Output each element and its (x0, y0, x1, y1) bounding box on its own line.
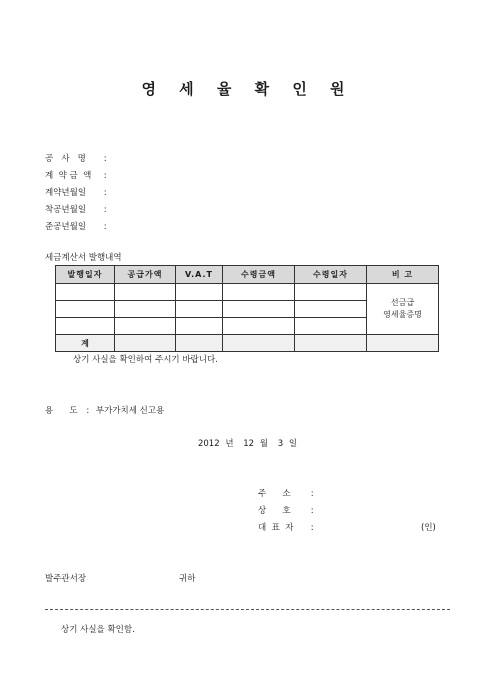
table-cell (295, 335, 367, 352)
header-remarks: 비 고 (367, 266, 439, 284)
field-label: 공 사 명 (45, 154, 86, 164)
field-label: 계 약 금 액 (45, 171, 92, 181)
table-cell (295, 284, 367, 301)
tax-invoice-table (55, 265, 439, 352)
client-name: 발주관서장 (45, 574, 87, 584)
table-cell (176, 335, 223, 352)
table-total-row (56, 335, 439, 352)
table-cell (223, 284, 295, 301)
table-cell (223, 318, 295, 335)
table-cell (115, 335, 176, 352)
field-colon: : (103, 171, 107, 181)
header-issue-date: 발행일자 (56, 266, 115, 284)
header-supply-amount: 공급가액 (115, 266, 176, 284)
party-company (258, 504, 314, 516)
usage-value: 부가가치세 신고용 (95, 406, 165, 416)
party-label: 대 표 자 (258, 523, 294, 533)
table-header-row (56, 266, 439, 284)
header-vat: V.A.T (176, 266, 223, 284)
party-colon: : (310, 506, 314, 516)
seal-mark: (인) (421, 523, 436, 533)
table-cell (295, 301, 367, 318)
party-colon: : (310, 489, 314, 499)
field-colon: : (103, 222, 107, 232)
table-cell (56, 301, 115, 318)
date-day: 3 (277, 439, 284, 449)
remarks-line: 선금급 (390, 298, 415, 307)
date-month: 12 (243, 439, 255, 449)
section-label-tax-invoice: 세금계산서 발행내역 (45, 253, 122, 263)
confirm-request-text: 상기 사실을 확인하여 주시기 바랍니다. (73, 355, 218, 365)
issue-date (0, 437, 495, 449)
date-day-unit: 일 (288, 439, 298, 449)
header-received-date: 수령일자 (295, 266, 367, 284)
field-colon: : (103, 188, 107, 198)
party-label: 주 소 (258, 489, 291, 499)
date-year-unit: 년 (225, 439, 234, 449)
party-address (258, 487, 314, 499)
table-cell (223, 335, 295, 352)
header-received-amount: 수령금액 (223, 266, 295, 284)
table-cell (295, 318, 367, 335)
date-month-unit: 월 (259, 439, 268, 449)
total-label: 계 (56, 335, 115, 352)
field-start-date (45, 203, 107, 215)
client-suffix: 귀하 (179, 574, 196, 584)
footer-confirm-text: 상기 사실을 확인함. (61, 625, 135, 635)
field-contract-date (45, 186, 107, 198)
date-year: 2012 (197, 439, 220, 449)
table-cell (176, 318, 223, 335)
field-completion-date (45, 220, 107, 232)
table-cell (56, 318, 115, 335)
remarks-line: 영세율증명 (383, 310, 422, 319)
table-cell (56, 284, 115, 301)
document-title: 영 세 율 확 인 원 (141, 80, 354, 98)
remarks-cell (367, 284, 439, 335)
usage-row (45, 404, 164, 416)
usage-label: 용 도 (45, 406, 78, 416)
field-colon: : (103, 205, 107, 215)
party-colon: : (310, 523, 314, 533)
table-cell (115, 318, 176, 335)
field-label: 착공년월일 (45, 205, 87, 215)
cut-line-divider (45, 609, 450, 610)
table-cell (176, 284, 223, 301)
field-label: 계약년월일 (45, 188, 87, 198)
party-label: 상 호 (258, 506, 291, 516)
usage-colon: : (86, 406, 90, 416)
table-cell (223, 301, 295, 318)
table-cell (115, 301, 176, 318)
field-colon: : (103, 154, 107, 164)
party-representative (258, 521, 314, 533)
table-cell (176, 301, 223, 318)
field-label: 준공년월일 (45, 222, 87, 232)
table-row (56, 284, 439, 301)
field-project-name (45, 152, 107, 164)
field-contract-amount (45, 169, 107, 181)
table-cell (115, 284, 176, 301)
table-cell (367, 335, 439, 352)
